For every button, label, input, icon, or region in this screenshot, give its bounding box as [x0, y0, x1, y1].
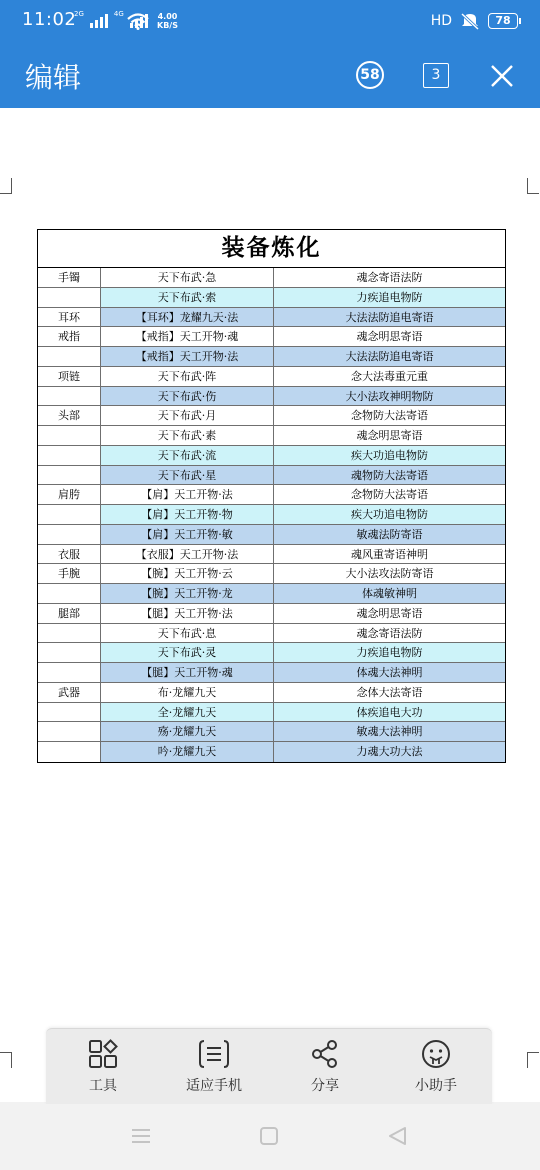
table-row	[38, 308, 505, 328]
attribute-cell: 疾大功追电物防	[274, 505, 505, 524]
attribute-cell: 大法法防追电寄语	[274, 347, 505, 366]
attribute-cell: 大法法防追电寄语	[274, 308, 505, 327]
equipment-name-cell: 天下布武·索	[101, 288, 274, 307]
table-row	[38, 663, 505, 683]
attribute-cell: 敏魂大法神明	[274, 722, 505, 741]
fit-phone-label: 适应手机	[186, 1078, 242, 1094]
home-nav-icon[interactable]	[259, 1126, 279, 1146]
battery-indicator: 78	[488, 13, 518, 29]
attribute-cell: 念大法毒重元重	[274, 367, 505, 386]
table-row	[38, 525, 505, 545]
equipment-name-cell: 天下布武·素	[101, 426, 274, 445]
table-row	[38, 347, 505, 367]
assistant-label: 小助手	[415, 1078, 457, 1094]
app-header	[0, 42, 540, 108]
bottom-toolbar	[46, 1028, 492, 1104]
equipment-name-cell: 天下布武·灵	[101, 643, 274, 662]
crop-mark	[0, 1052, 12, 1068]
equipment-name-cell: 天下布武·急	[101, 268, 274, 287]
table-row	[38, 466, 505, 486]
slot-cell	[38, 505, 101, 524]
table-row	[38, 268, 505, 288]
slot-cell: 项链	[38, 367, 101, 386]
slot-cell	[38, 466, 101, 485]
table-row	[38, 545, 505, 565]
attribute-cell: 大小法攻法防寄语	[274, 564, 505, 583]
attribute-cell: 魂念明思寄语	[274, 604, 505, 623]
crop-mark	[527, 1052, 539, 1068]
equipment-name-cell: 【耳环】龙耀九天·法	[101, 308, 274, 327]
slot-cell: 耳环	[38, 308, 101, 327]
slot-cell: 腿部	[38, 604, 101, 623]
table-row	[38, 485, 505, 505]
equipment-name-cell: 【腿】天工开物·法	[101, 604, 274, 623]
tools-label: 工具	[89, 1078, 117, 1094]
assistant-icon	[421, 1039, 451, 1069]
attribute-cell: 魂念明思寄语	[274, 426, 505, 445]
attribute-cell: 体疾追电大功	[274, 703, 505, 722]
slot-cell: 手腕	[38, 564, 101, 583]
table-row	[38, 624, 505, 644]
attribute-cell: 疾大功追电物防	[274, 446, 505, 465]
attribute-cell: 魂物防大法寄语	[274, 466, 505, 485]
hd-indicator: HD	[430, 13, 452, 29]
equipment-name-cell: 【腿】天工开物·魂	[101, 663, 274, 682]
equipment-name-cell: 天下布武·星	[101, 466, 274, 485]
equipment-name-cell: 天下布武·流	[101, 446, 274, 465]
grid-tools-icon	[88, 1039, 118, 1069]
attribute-cell: 体魂敏神明	[274, 584, 505, 603]
attribute-cell: 体魂大法神明	[274, 663, 505, 682]
table-row	[38, 505, 505, 525]
slot-cell	[38, 347, 101, 366]
table-body	[38, 268, 505, 762]
table-row	[38, 446, 505, 466]
equipment-name-cell: 殇·龙耀九天	[101, 722, 274, 741]
back-nav-icon[interactable]	[387, 1126, 407, 1146]
crop-mark	[0, 178, 12, 194]
equipment-name-cell: 【衣服】天工开物·法	[101, 545, 274, 564]
equipment-name-cell: 天下布武·息	[101, 624, 274, 643]
table-row	[38, 288, 505, 308]
table-row	[38, 426, 505, 446]
wifi-icon	[127, 13, 149, 30]
equipment-name-cell: 天下布武·阵	[101, 367, 274, 386]
status-time: 11:02	[22, 9, 77, 30]
table-row	[38, 564, 505, 584]
attribute-cell: 敏魂法防寄语	[274, 525, 505, 544]
slot-cell	[38, 643, 101, 662]
network-type-1: 2G	[74, 10, 84, 18]
table-row	[38, 367, 505, 387]
slot-cell: 戒指	[38, 327, 101, 346]
tools-button[interactable]	[48, 1039, 158, 1095]
slot-cell	[38, 663, 101, 682]
attribute-cell: 魂风重寄语神明	[274, 545, 505, 564]
slot-cell: 头部	[38, 406, 101, 425]
table-row	[38, 683, 505, 703]
slot-cell	[38, 288, 101, 307]
attribute-cell: 念物防大法寄语	[274, 406, 505, 425]
slot-cell: 肩胯	[38, 485, 101, 504]
crop-mark	[527, 178, 539, 194]
table-row	[38, 742, 505, 762]
slot-cell: 衣服	[38, 545, 101, 564]
table-row	[38, 703, 505, 723]
menu-nav-icon[interactable]	[131, 1126, 151, 1146]
system-navigation-bar	[0, 1104, 540, 1170]
attribute-cell: 大小法攻神明物防	[274, 387, 505, 406]
table-row	[38, 406, 505, 426]
equipment-name-cell: 天下布武·伤	[101, 387, 274, 406]
share-icon	[310, 1039, 340, 1069]
fit-phone-icon	[198, 1039, 230, 1069]
table-row	[38, 327, 505, 347]
equipment-name-cell: 天下布武·月	[101, 406, 274, 425]
equipment-table	[37, 229, 506, 763]
attribute-cell: 力魂大功大法	[274, 742, 505, 762]
equipment-name-cell: 全·龙耀九天	[101, 703, 274, 722]
notification-count-badge[interactable]: 58	[356, 61, 384, 89]
slot-cell	[38, 584, 101, 603]
table-row	[38, 584, 505, 604]
slot-cell	[38, 722, 101, 741]
attribute-cell: 力疾追电物防	[274, 288, 505, 307]
page-title: 编辑	[25, 61, 82, 94]
attribute-cell: 念物防大法寄语	[274, 485, 505, 504]
slot-cell	[38, 703, 101, 722]
attribute-cell: 魂念寄语法防	[274, 624, 505, 643]
table-row	[38, 604, 505, 624]
slot-cell	[38, 387, 101, 406]
mute-icon	[460, 12, 480, 30]
slot-cell	[38, 624, 101, 643]
table-row	[38, 643, 505, 663]
equipment-name-cell: 【戒指】天工开物·魂	[101, 327, 274, 346]
document-title: 装备炼化	[38, 230, 505, 268]
equipment-name-cell: 【戒指】天工开物·法	[101, 347, 274, 366]
share-label: 分享	[311, 1078, 339, 1094]
slot-cell: 手镯	[38, 268, 101, 287]
slot-cell	[38, 742, 101, 762]
equipment-name-cell: 【腕】天工开物·云	[101, 564, 274, 583]
table-row	[38, 387, 505, 407]
attribute-cell: 魂念寄语法防	[274, 268, 505, 287]
network-speed: 4.00 KB/S	[157, 12, 178, 30]
signal-bars-icon	[90, 12, 108, 28]
slot-cell: 武器	[38, 683, 101, 702]
attribute-cell: 魂念明思寄语	[274, 327, 505, 346]
slot-cell	[38, 525, 101, 544]
close-icon[interactable]	[490, 64, 514, 88]
slot-cell	[38, 446, 101, 465]
equipment-name-cell: 布·龙耀九天	[101, 683, 274, 702]
page-count-button[interactable]: 3	[423, 63, 449, 88]
network-type-2: 4G	[113, 10, 124, 18]
equipment-name-cell: 【肩】天工开物·法	[101, 485, 274, 504]
status-right	[431, 12, 518, 30]
equipment-name-cell: 吟·龙耀九天	[101, 742, 274, 762]
status-bar	[0, 0, 540, 42]
assistant-button[interactable]	[381, 1039, 491, 1095]
attribute-cell: 念体大法寄语	[274, 683, 505, 702]
equipment-name-cell: 【肩】天工开物·敏	[101, 525, 274, 544]
table-row	[38, 722, 505, 742]
fit-phone-button[interactable]	[159, 1039, 269, 1095]
attribute-cell: 力疾追电物防	[274, 643, 505, 662]
slot-cell	[38, 426, 101, 445]
share-button[interactable]	[270, 1039, 380, 1095]
equipment-name-cell: 【肩】天工开物·物	[101, 505, 274, 524]
equipment-name-cell: 【腕】天工开物·龙	[101, 584, 274, 603]
